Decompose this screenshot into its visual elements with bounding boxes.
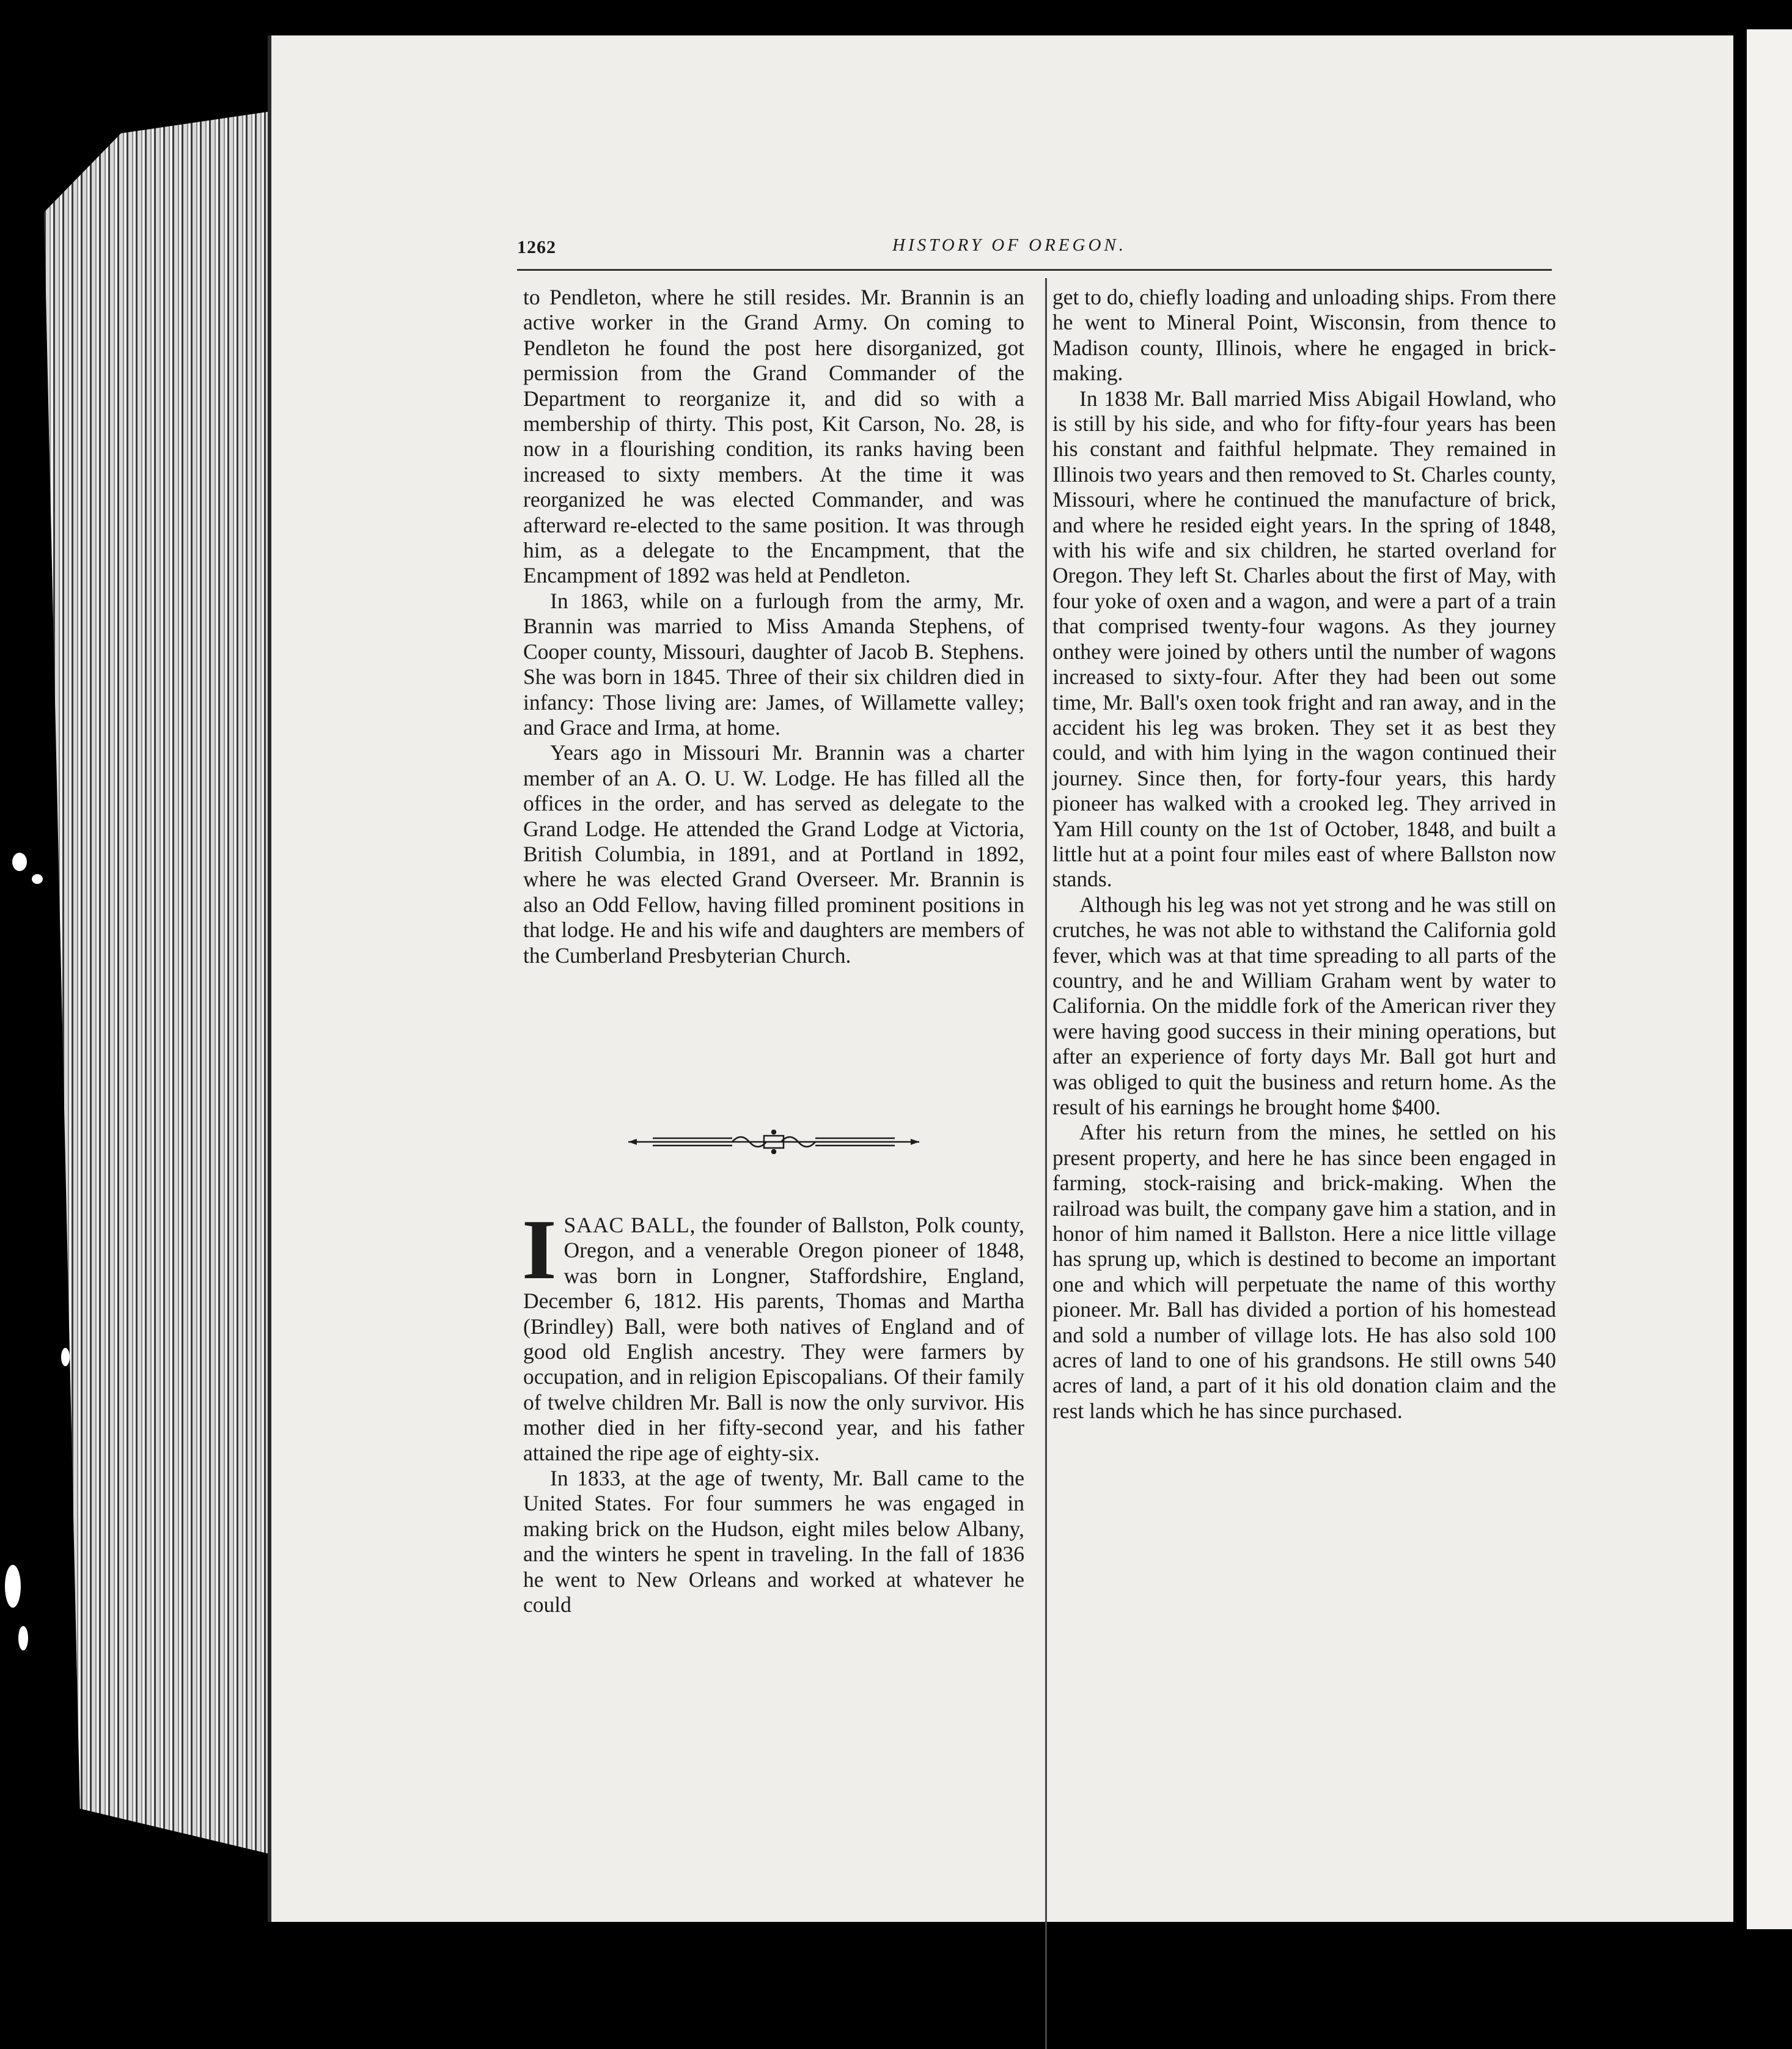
paragraph: to Pendleton, where he still resides. Mr. Brannin is an active worker in the Grand Army. On coming to Pendleton he found the post here disorganized, got permission from the Grand Commander of the Department to reorganize it, and did so with a membership of thirty. This post, Kit Carson, No. 28, is now in a flourishing condition, its ranks having been increased to sixty members. At the time it was reorganized he was elected Commander, and was afterward re-elected to the same position. It was through him, as a delegate to the Encampment, that the Encampment of 1892 was held at Pendleton. <box>523 285 1024 588</box>
paragraph: Although his leg was not yet strong and he was still on crutches, he was not able to withstand the California gold fever, which was at that time spreading to all parts of the country, and he and William Graham went by water to California. On the middle fork of the American river they were having good success in their mining operations, but after an experience of forty days Mr. Ball got hurt and was obliged to quit the business and return home. As the result of his earnings he brought home $400. <box>1052 892 1556 1119</box>
column-rule <box>1045 278 1047 2049</box>
margin-speck <box>61 1348 70 1366</box>
left-column <box>523 285 1024 968</box>
margin-speck <box>5 1565 21 1608</box>
book-page-stack <box>44 107 301 1861</box>
page-number: 1262 <box>517 237 556 257</box>
margin-speck <box>12 853 27 871</box>
paragraph: Years ago in Missouri Mr. Brannin was a charter member of an A. O. U. W. Lodge. He has filled all the offices in the order, and has served as delegate to the Grand Lodge. He attended the Grand Lodge at Victoria, British Columbia, in 1891, and at Portland in 1892, where he was elected Grand Overseer. Mr. Brannin is also an Odd Fellow, having filled prominent positions in that lodge. He and his wife and daughters are members of the Cumberland Presbyterian Church. <box>523 740 1024 968</box>
margin-speck <box>32 874 43 884</box>
paragraph: In 1833, at the age of twenty, Mr. Ball came to the United States. For four summers he was engaged in making brick on the Hudson, eight miles below Albany, and the winters he spent in traveling. In the fall of 1836 he went to New Orleans and worked at whatever he could <box>523 1466 1024 1617</box>
right-column <box>1052 285 1556 1424</box>
article-subject-name: SAAC BALL, <box>564 1213 696 1237</box>
drop-cap: I <box>522 1202 556 1297</box>
article-lead-paragraph <box>522 1202 1024 1466</box>
paragraph: get to do, chiefly loading and unloading ships. From there he went to Mineral Point, Wisconsin, from thence to Madison county, Illinois, where he engaged in brick-making. <box>1052 285 1556 386</box>
facing-page-edge <box>1747 29 1792 1929</box>
paragraph: After his return from the mines, he settled on his present property, and here he has since been engaged in farming, stock-raising and brick-making. When the railroad was built, the company gave him a station, and in honor of him named it Ballston. Here a nice little village has sprung up, which is destined to become an important one and which will perpetuate the name of this worthy pioneer. Mr. Ball has divided a portion of his homestead and sold a number of village lots. He has also sold 100 acres of land to one of his grandsons. He still owns 540 acres of land, a part of it his old donation claim and the rest lands which he has since purchased. <box>1052 1120 1556 1423</box>
article-lead-text: the founder of Ballston, Polk county, Oregon, and a venerable Oregon pioneer of 1848, was born in Longner, Staffordshire, England, December 6, 1812. His parents, Thomas and Martha (Brindley) Ball, were both natives of England and of good old English ancestry. They were farmers by occupation, and in religion Episcopalians. Of their family of twelve children Mr. Ball is now the only survivor. His mother died in her fifty-second year, and his father attained the ripe age of eighty-six. <box>523 1213 1024 1465</box>
header-rule <box>517 269 1552 271</box>
article-isaac-ball <box>522 1202 1024 1618</box>
margin-speck <box>18 1626 28 1650</box>
section-divider-ornament <box>628 1130 919 1154</box>
running-head: HISTORY OF OREGON. <box>892 235 1126 255</box>
paragraph: In 1863, while on a furlough from the army, Mr. Brannin was married to Miss Amanda Stephens, of Cooper county, Missouri, daughter of Jacob B. Stephens. She was born in 1845. Three of their six children died in infancy: Those living are: James, of Willamette valley; and Grace and Irma, at home. <box>523 588 1024 740</box>
paragraph: In 1838 Mr. Ball married Miss Abigail Howland, who is still by his side, and who for fifty-four years has been his constant and faithful helpmate. They remained in Illinois two years and then removed to St. Charles county, Missouri, where he continued the manufacture of brick, and where he resided eight years. In the spring of 1848, with his wife and six children, he started overland for Oregon. They left St. Charles about the first of May, with four yoke of oxen and a wagon, and were a part of a train that comprised twenty-four wagons. As they journey onthey were joined by others until the number of wagons increased to sixty-four. After they had been out some time, Mr. Ball's oxen took fright and ran away, and in the accident his leg was broken. They set it as best they could, and with him lying in the wagon continued their journey. Since then, for forty-four years, this hardy pioneer has walked with a crooked leg. They arrived in Yam Hill county on the 1st of October, 1848, and built a little hut at a point four miles east of where Ballston now stands. <box>1052 386 1556 892</box>
